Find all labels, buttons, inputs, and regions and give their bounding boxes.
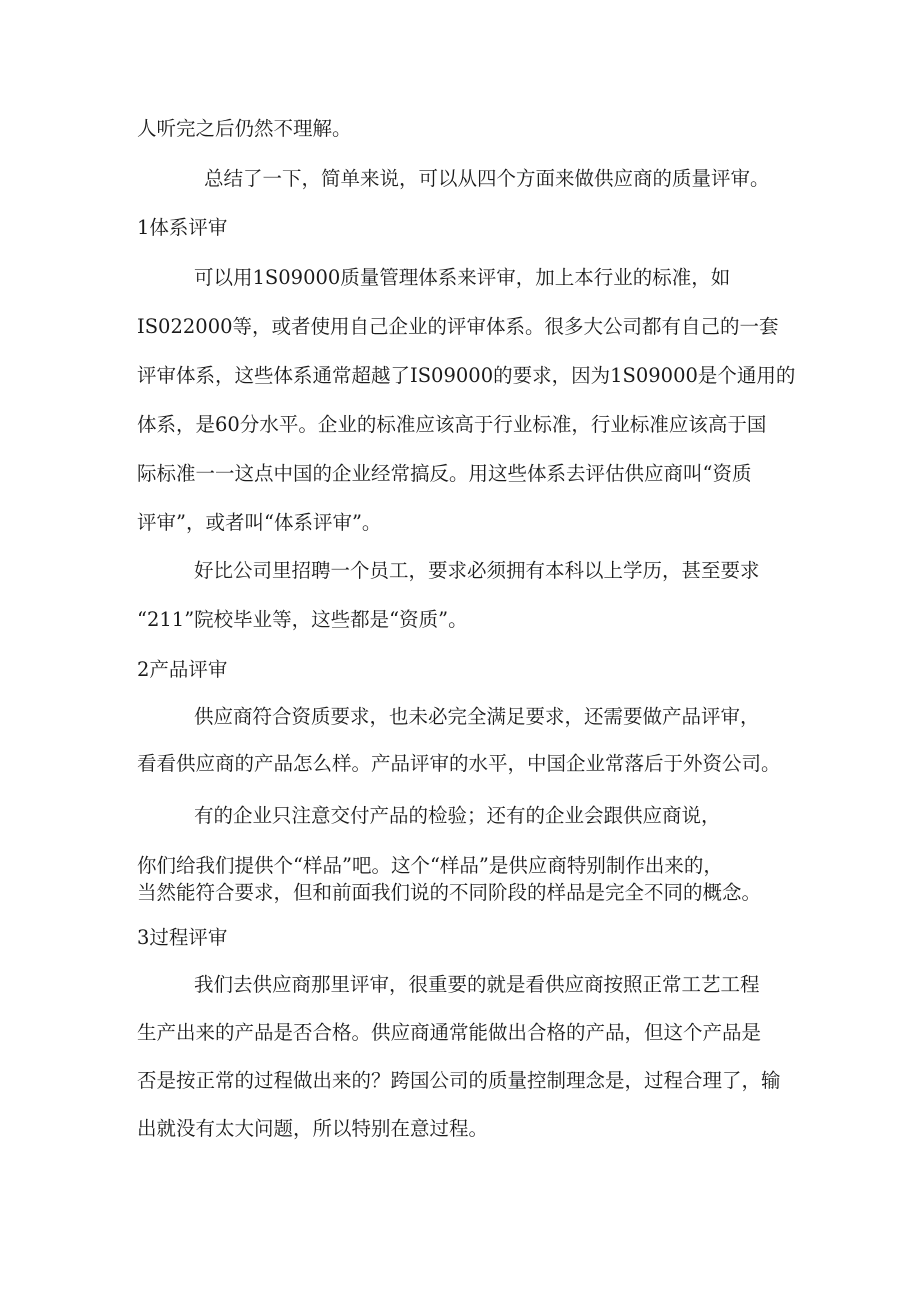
paragraph-line: 供应商符合资质要求，也未必完全满足要求，还需要做产品评审， — [194, 705, 760, 728]
paragraph-line: “211”院校毕业等，这些都是“资质”。 — [137, 608, 468, 631]
summary-paragraph: 总结了一下，简单来说，可以从四个方面来做供应商的质量评审。 — [204, 167, 770, 190]
paragraph-line: 否是按正常的过程做出来的？跨国公司的质量控制理念是，过程合理了，输 — [137, 1069, 781, 1092]
paragraph-line: 当然能符合要求，但和前面我们说的不同阶段的样品是完全不同的概念。 — [137, 881, 762, 904]
paragraph-line: 评审”，或者叫“体系评审”。 — [137, 511, 382, 534]
paragraph-line: 你们给我们提供个“样品”吧。这个“样品”是供应商特别制作出来的， — [137, 854, 723, 877]
section-heading-process-review: 3过程评审 — [137, 926, 228, 949]
paragraph-line: 我们去供应商那里评审，很重要的就是看供应商按照正常工艺工程 — [194, 973, 760, 996]
paragraph-line: 有的企业只注意交付产品的检验；还有的企业会跟供应商说， — [194, 804, 721, 827]
paragraph-line: 际标准一一这点中国的企业经常搞反。用这些体系去评估供应商叫“资质 — [137, 462, 752, 485]
paragraph-line: 生产出来的产品是否合格。供应商通常能做出合格的产品，但这个产品是 — [137, 1021, 762, 1044]
paragraph-line: 出就没有太大问题，所以特别在意过程。 — [137, 1117, 489, 1140]
paragraph-line: IS022000等，或者使用自己企业的评审体系。很多大公司都有自己的一套 — [137, 315, 779, 338]
paragraph-line: 可以用1S09000质量管理体系来评审，加上本行业的标准，如 — [194, 266, 731, 289]
section-heading-product-review: 2产品评审 — [137, 658, 228, 681]
paragraph-line: 评审体系，这些体系通常超越了IS09000的要求，因为1S09000是个通用的 — [137, 364, 796, 387]
paragraph-line: 看看供应商的产品怎么样。产品评审的水平，中国企业常落后于外资公司。 — [137, 752, 781, 775]
paragraph-line: 好比公司里招聘一个员工，要求必须拥有本科以上学历，甚至要求 — [194, 559, 760, 582]
paragraph-line: 人听完之后仍然不理解。 — [137, 117, 352, 140]
section-heading-system-review: 1体系评审 — [137, 216, 228, 239]
paragraph-line: 体系，是60分水平。企业的标准应该高于行业标准，行业标准应该高于国 — [137, 413, 767, 436]
